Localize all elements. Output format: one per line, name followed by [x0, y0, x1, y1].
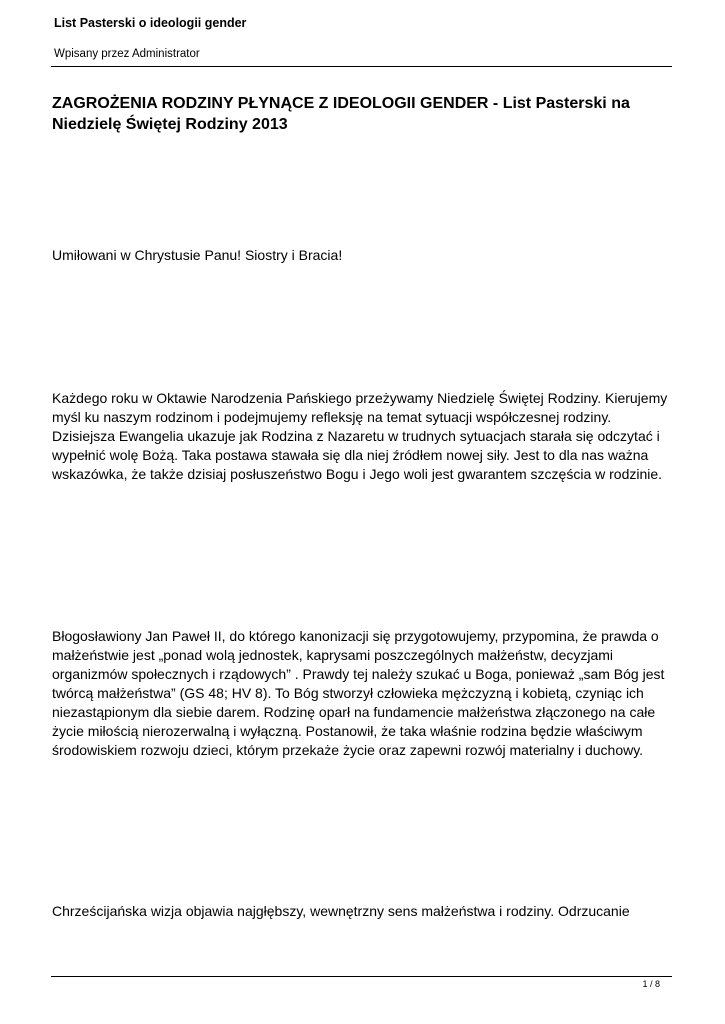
author-byline: Wpisany przez Administrator: [54, 48, 200, 60]
paragraph-greeting: Umiłowani w Chrystusie Panu! Siostry i Bracia!: [52, 247, 343, 263]
article-title: ZAGROŻENIA RODZINY PŁYNĄCE Z IDEOLOGII GENDER - List Pasterski na Niedzielę Świętej Rodziny 2013: [52, 95, 630, 133]
paragraph-holy-family-sunday: Każdego roku w Oktawie Narodzenia Pańskiego przeżywamy Niedzielę Świętej Rodziny. Kierujemy myśl ku naszym rodzinom i podejmujemy refleksję na temat sytuacji współczesnej rodziny. Dzisiejsza Ewangelia ukazuje jak Rodzina z Nazaretu w trudnych sytuacjach starała się odczytać i wypełnić wolę Bożą. Taka postawa stawała się dla niej źródłem nowej siły. Jest to dla nas ważna wskazówka, że także dzisiaj posłuszeństwo Bogu i Jego woli jest gwarantem szczęścia w rodzinie.: [52, 390, 668, 482]
header-divider: [51, 66, 672, 67]
page-number: 1 / 8: [642, 979, 660, 989]
footer-divider: [51, 976, 672, 977]
paragraph-john-paul-ii: Błogosławiony Jan Paweł II, do którego kanonizacji się przygotowujemy, przypomina, że prawda o małżeństwie jest „ponad wolą jednostek, kaprysami poszczególnych małżeństw, decyzjami organizmów społecznych i rządowych” . Prawdy tej należy szukać u Boga, ponieważ „sam Bóg jest twórcą małżeństwa” (GS 48; HV 8). To Bóg stworzył człowieka mężczyzną i kobietą, czyniąc ich niezastąpionym dla siebie darem. Rodzinę oparł na fundamencie małżeństwa złączonego na całe życie miłością nierozerwalną i wyłączną. Postanowił, że taka właśnie rodzina będzie właściwym środowiskiem rozwoju dzieci, którym przekaże życie oraz zapewni rozwój materialny i duchowy.: [52, 628, 665, 758]
paragraph-christian-vision: Chrześcijańska wizja objawia najgłębszy, wewnętrzny sens małżeństwa i rodziny. Odrzucanie: [52, 903, 630, 919]
document-header-title: List Pasterski o ideologii gender: [54, 16, 247, 30]
